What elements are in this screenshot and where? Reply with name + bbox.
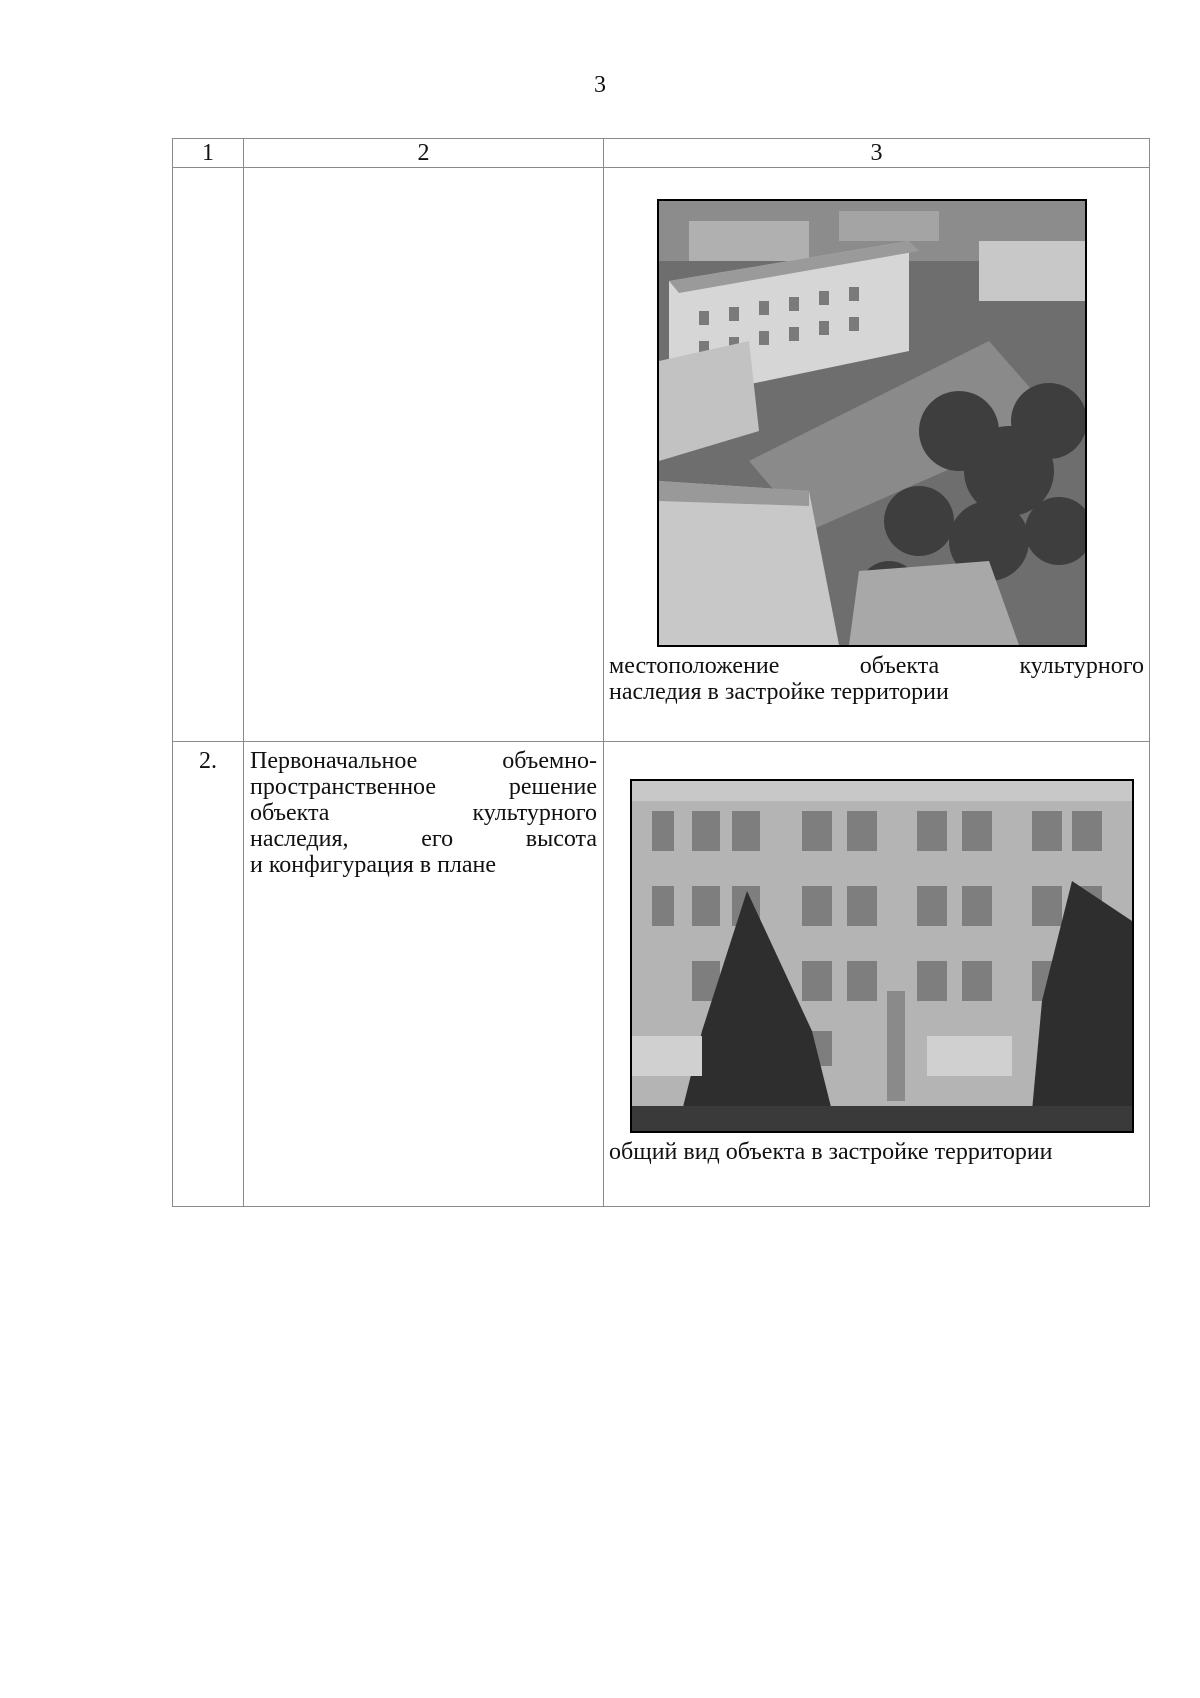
row-description [244,742,604,1207]
header-cell-3: 3 [604,139,1150,168]
header-cell-2: 2 [244,139,604,168]
caption-line: наследия в застройке территории [609,679,949,705]
description-line: объекта культурного [250,800,597,826]
photo-cell [604,168,1150,742]
row-number [173,168,244,742]
description-line: пространственное решение [250,774,597,800]
table-row [173,742,1150,1207]
aerial-photo [657,199,1087,647]
heritage-table [172,138,1150,1207]
photo-caption [609,653,1144,705]
facade-photo [630,779,1134,1133]
description-line: наследия, его высота [250,826,597,852]
photo-cell [604,742,1150,1207]
table-header-row [173,139,1150,168]
page-number: 3 [594,72,606,98]
caption-line: местоположение объекта культурного [609,653,1144,679]
description-line: Первоначальное объемно- [250,748,597,774]
header-cell-1: 1 [173,139,244,168]
row-description [244,168,604,742]
description-line: и конфигурация в плане [250,852,497,878]
table-row [173,168,1150,742]
row-number: 2. [173,742,244,1207]
photo-caption: общий вид объекта в застройке территории [609,1139,1053,1165]
